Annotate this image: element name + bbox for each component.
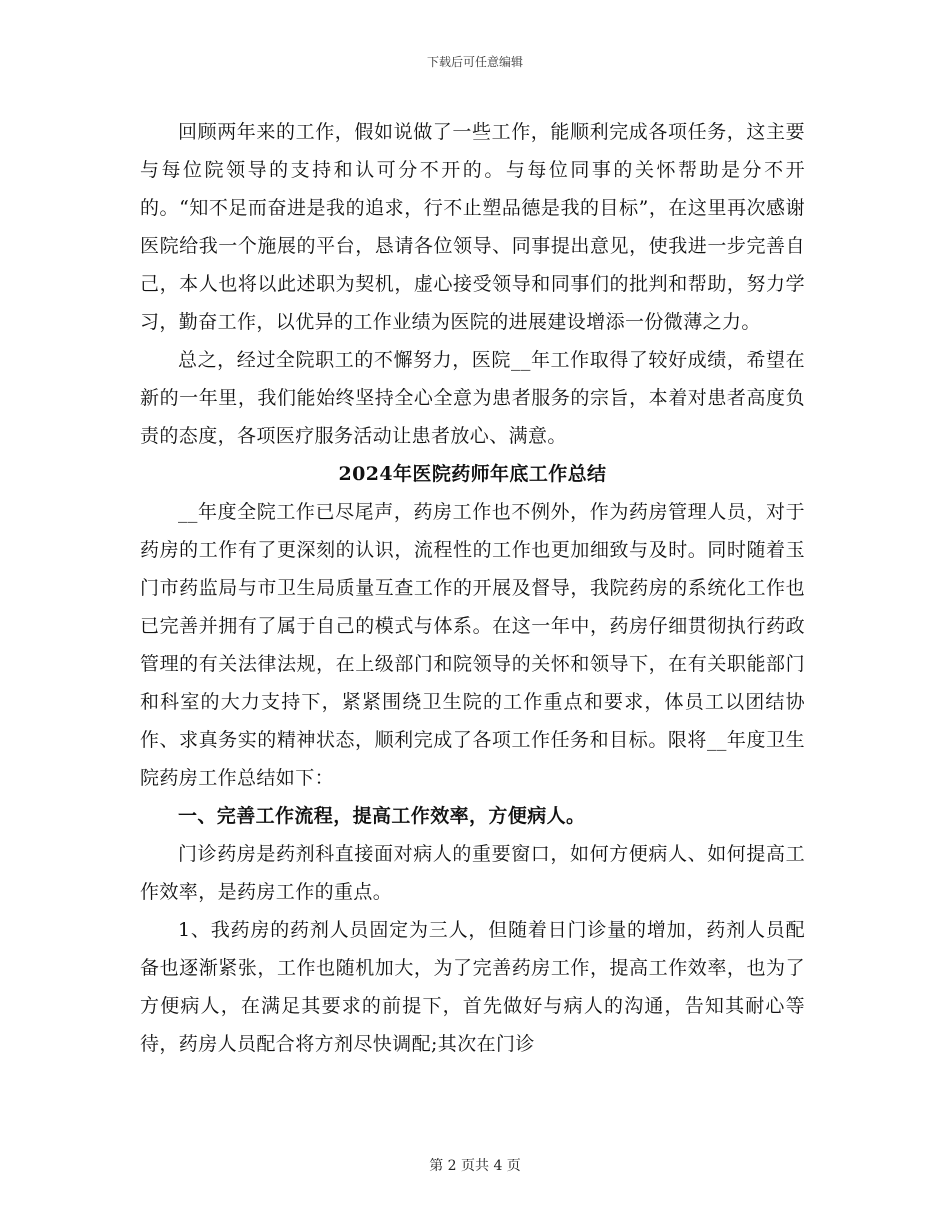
paragraph-outpatient: 门诊药房是药剂科直接面对病人的重要窗口，如何方便病人、如何提高工作效率，是药房工作的重点。	[140, 843, 805, 903]
document-body	[140, 113, 805, 1063]
paragraph-review: 回顾两年来的工作，假如说做了一些工作，能顺利完成各项任务，这主要与每位院领导的支持和认可分不开的。与每位同事的关怀帮助是分不开的。“知不足而奋进是我的追求，行不止塑品德是我的目标”，在这里再次感谢医院给我一个施展的平台，恳请各位领导、同事提出意见，使我进一步完善自己，本人也将以此述职为契机，虚心接受领导和同事们的批判和帮助，努力学习，勤奋工作，以优异的工作业绩为医院的进展建设增添一份微薄之力。	[140, 121, 805, 333]
paragraph-item-1: 1、我药房的药剂人员固定为三人，但随着日门诊量的增加，药剂人员配备也逐渐紧张，工作也随机加大，为了完善药房工作，提高工作效率，也为了方便病人，在满足其要求的前提下，首先做好与病人的沟通，告知其耐心等待，药房人员配合将方剂尽快调配;其次在门诊	[140, 919, 805, 1055]
page-number: 第 2 页共 4 页	[429, 1158, 521, 1174]
paragraph-summary: 总之，经过全院职工的不懈努力，医院__年工作取得了较好成绩，希望在新的一年里，我们能始终坚持全心全意为患者服务的宗旨，本着对患者高度负责的态度，各项医疗服务活动让患者放心、满意。	[140, 349, 805, 447]
header-note: 下载后可任意编辑	[426, 55, 523, 69]
document-title: 2024年医院药师年底工作总结	[338, 463, 607, 485]
section-heading-1: 一、完善工作流程，提高工作效率，方便病人。	[178, 805, 586, 827]
paragraph-intro: __年度全院工作已尽尾声，药房工作也不例外，作为药房管理人员，对于药房的工作有了更深刻的认识，流程性的工作也更加细致与及时。同时随着玉门市药监局与市卫生局质量互查工作的开展及督导，我院药房的系统化工作也已完善并拥有了属于自己的模式与体系。在这一年中，药房仔细贯彻执行药政管理的有关法律法规，在上级部门和院领导的关怀和领导下，在有关职能部门和科室的大力支持下，紧紧围绕卫生院的工作重点和要求，体员工以团结协作、求真务实的精神状态，顺利完成了各项工作任务和目标。限将__年度卫生院药房工作总结如下：	[140, 501, 805, 789]
